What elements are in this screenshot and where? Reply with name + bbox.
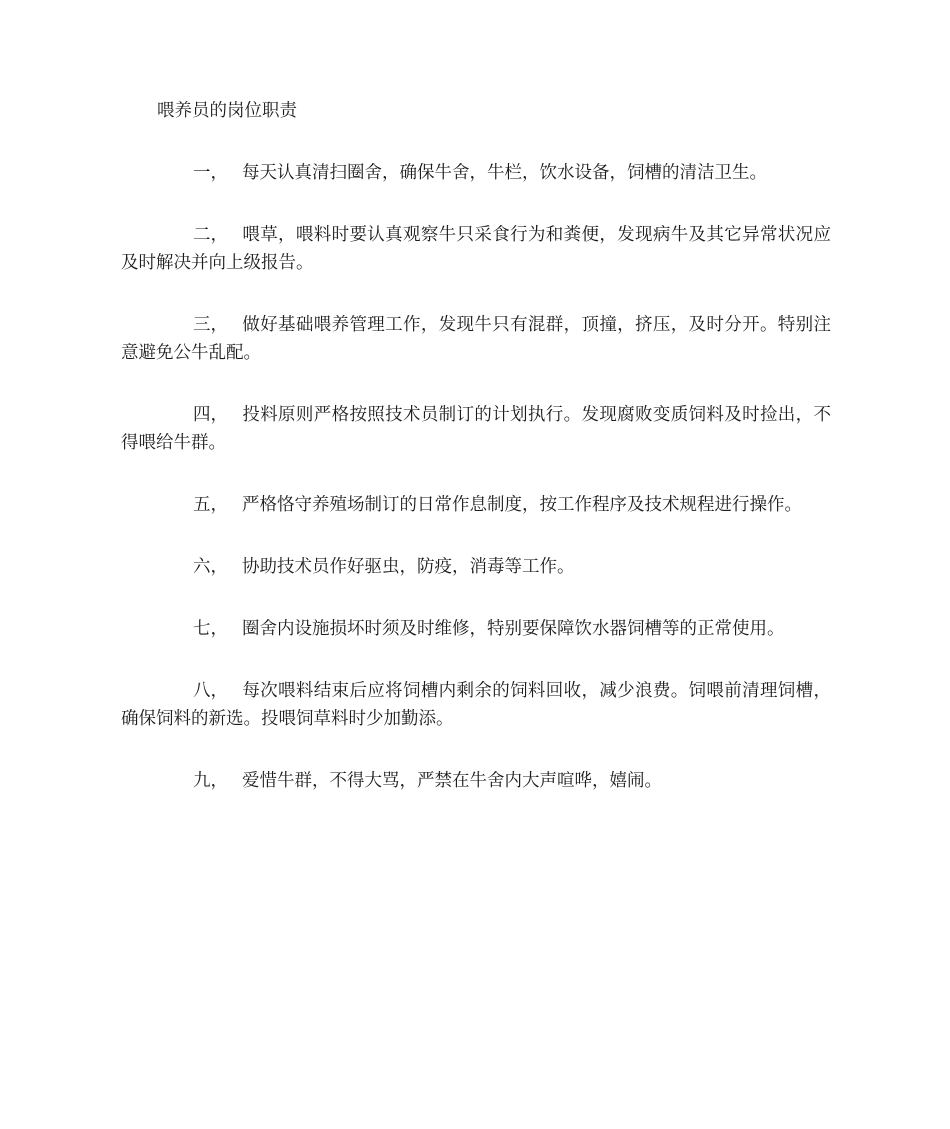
duty-item — [121, 401, 831, 457]
duty-item — [121, 221, 831, 277]
item-text: 每次喂料结束后应将饲槽内剩余的饲料回收，减少浪费。饲喂前清理饲槽，确保饲料的新选。投喂饲草料时少加勤添。 — [121, 681, 831, 729]
item-text: 投料原则严格按照技术员制订的计划执行。发现腐败变质饲料及时捡出，不得喂给牛群。 — [121, 405, 831, 453]
item-number: 九， — [193, 771, 228, 791]
duty-item — [121, 553, 831, 581]
item-text: 协助技术员作好驱虫，防疫，消毒等工作。 — [242, 557, 575, 577]
duty-item — [121, 491, 831, 519]
item-text: 爱惜牛群，不得大骂，严禁在牛舍内大声喧哗，嬉闹。 — [242, 771, 662, 791]
document-title: 喂养员的岗位职责 — [157, 101, 297, 121]
item-text: 每天认真清扫圈舍，确保牛舍，牛栏，饮水设备，饲槽的清洁卫生。 — [242, 163, 767, 183]
duty-item — [121, 677, 831, 733]
item-number: 三， — [193, 315, 228, 335]
item-number: 四， — [193, 405, 228, 425]
item-text: 做好基础喂养管理工作，发现牛只有混群，顶撞，挤压，及时分开。特别注意避免公牛乱配。 — [121, 315, 831, 363]
item-text: 喂草，喂料时要认真观察牛只采食行为和粪便，发现病牛及其它异常状况应及时解决并向上级报告。 — [121, 225, 831, 273]
item-number: 五， — [193, 495, 228, 515]
item-number: 二， — [193, 225, 228, 245]
duty-item — [121, 767, 831, 795]
duty-item — [121, 615, 831, 643]
item-number: 八， — [193, 681, 228, 701]
duty-item — [121, 311, 831, 367]
item-number: 七， — [193, 619, 228, 639]
duty-item — [121, 159, 831, 187]
item-number: 一， — [193, 163, 228, 183]
item-text: 严格恪守养殖场制订的日常作息制度，按工作程序及技术规程进行操作。 — [242, 495, 802, 515]
item-text: 圈舍内设施损坏时须及时维修，特别要保障饮水器饲槽等的正常使用。 — [242, 619, 785, 639]
item-number: 六， — [193, 557, 228, 577]
document-body — [121, 97, 831, 795]
